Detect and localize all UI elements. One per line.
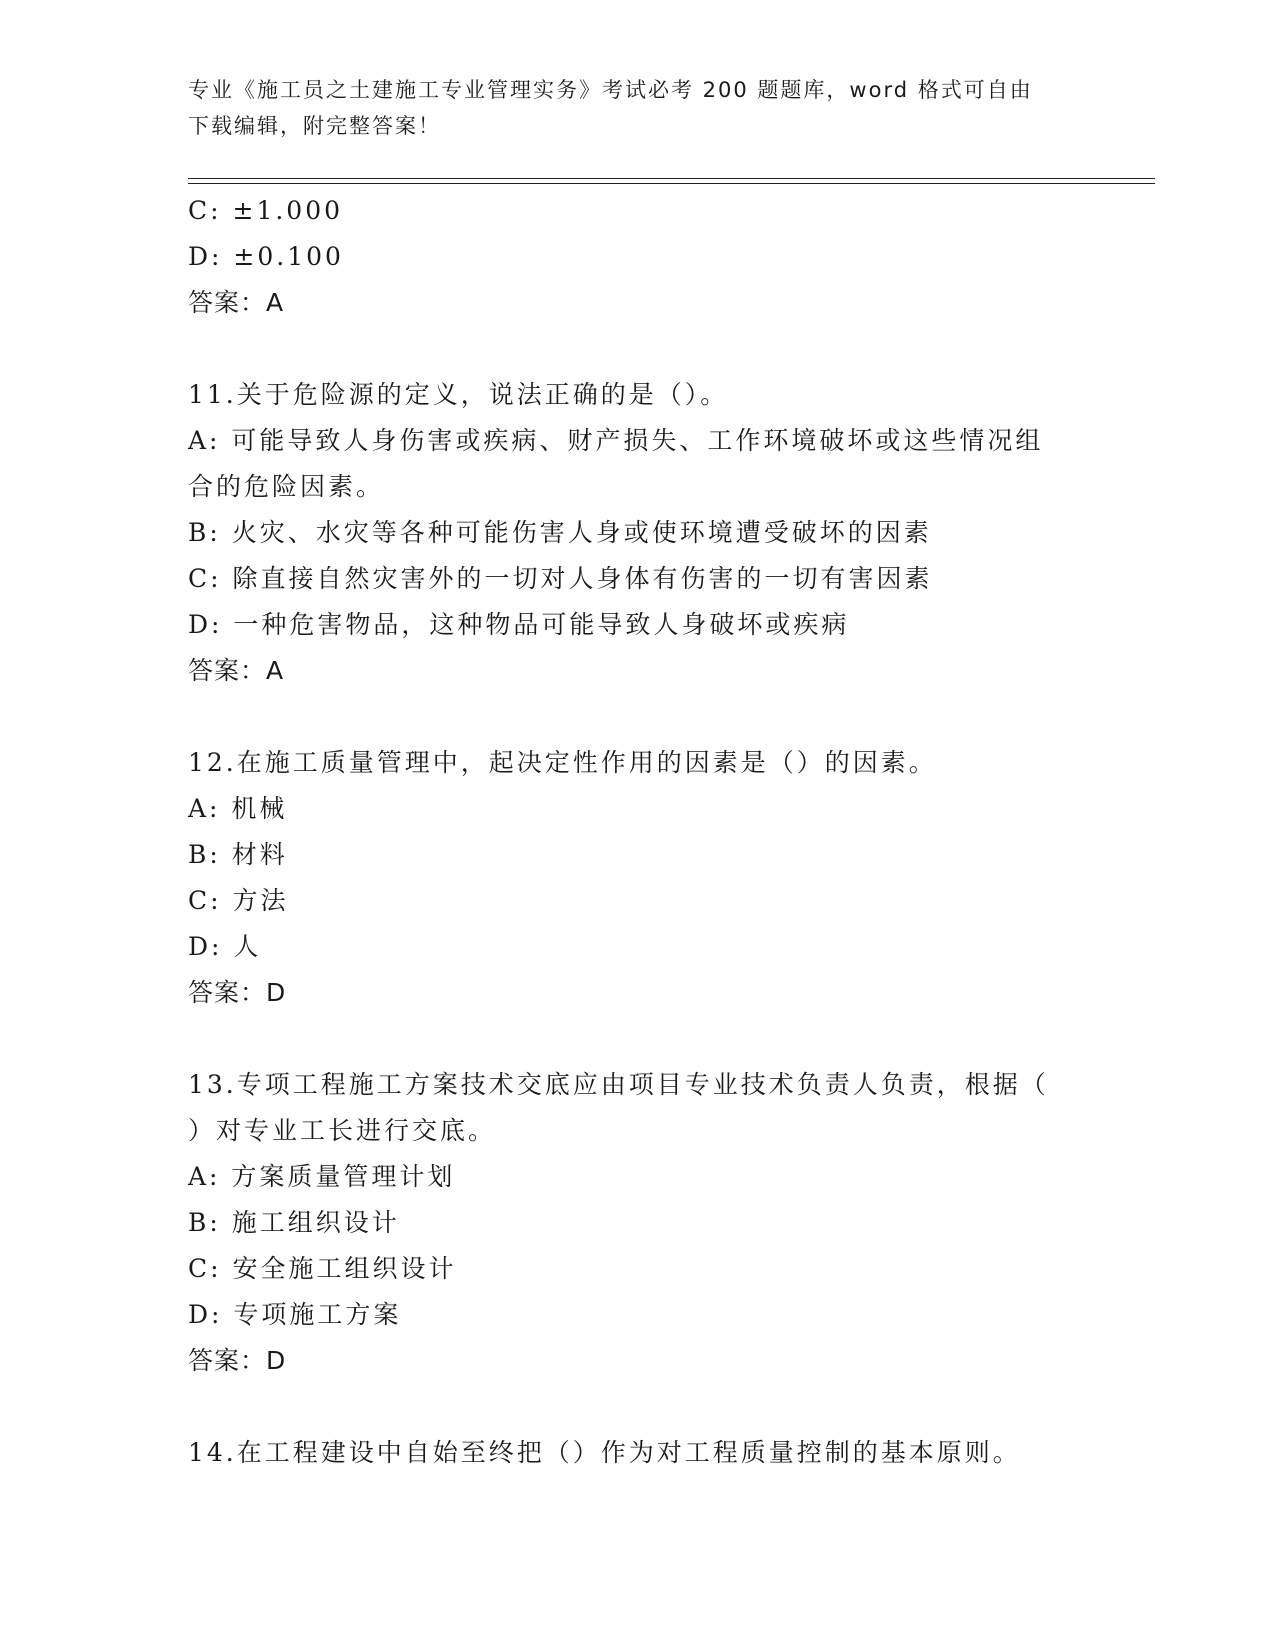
question-13 (188, 1062, 1088, 1384)
option-d: D: 专项施工方案 (188, 1300, 402, 1329)
option-b: B: 火灾、水灾等各种可能伤害人身或使环境遭受破坏的因素 (188, 518, 932, 547)
header-rule-bottom (188, 183, 1155, 184)
option-a: A: 方案质量管理计划 (188, 1162, 456, 1191)
option-c: C: 安全施工组织设计 (188, 1254, 457, 1283)
spacer (188, 326, 1088, 372)
spacer (188, 1016, 1088, 1062)
option-d: D: ±0.100 (188, 242, 344, 271)
option-c: C: 除直接自然灾害外的一切对人身体有伤害的一切有害因素 (188, 564, 933, 593)
page-header (188, 72, 1088, 144)
header-line-1: 专业《施工员之土建施工专业管理实务》考试必考 200 题题库，word 格式可自由 (188, 78, 1033, 102)
question-11 (188, 372, 1088, 694)
answer: 答案：D (188, 978, 287, 1007)
question-14 (188, 1430, 1088, 1476)
option-b: B: 材料 (188, 840, 288, 869)
option-d: D: 人 (188, 932, 262, 961)
option-c: C: ±1.000 (188, 196, 344, 225)
spacer (188, 694, 1088, 740)
answer: 答案：A (188, 656, 285, 685)
option-a: A: 机械 (188, 794, 288, 823)
header-rule-top (188, 178, 1155, 179)
spacer (188, 1384, 1088, 1430)
question-stem: 12.在施工质量管理中，起决定性作用的因素是（）的因素。 (188, 748, 937, 777)
option-a-line-1: A: 可能导致人身伤害或疾病、财产损失、工作环境破坏或这些情况组 (188, 426, 1044, 455)
option-d: D: 一种危害物品，这种物品可能导致人身破坏或疾病 (188, 610, 850, 639)
question-stem: 11.关于危险源的定义，说法正确的是（）。 (188, 380, 729, 409)
header-line-2: 下载编辑，附完整答案！ (188, 114, 441, 138)
option-b: B: 施工组织设计 (188, 1208, 400, 1237)
option-a-line-2: 合的危险因素。 (188, 472, 385, 501)
question-12 (188, 740, 1088, 1016)
question-list (188, 188, 1088, 1476)
option-c: C: 方法 (188, 886, 289, 915)
question-stem-line-2: ）对专业工长进行交底。 (188, 1116, 497, 1145)
question-stem: 14.在工程建设中自始至终把（）作为对工程质量控制的基本原则。 (188, 1438, 1021, 1467)
question-10-tail (188, 188, 1088, 326)
answer: 答案：D (188, 1346, 287, 1375)
answer: 答案：A (188, 288, 285, 317)
question-stem-line-1: 13.专项工程施工方案技术交底应由项目专业技术负责人负责，根据（ (188, 1070, 1049, 1099)
